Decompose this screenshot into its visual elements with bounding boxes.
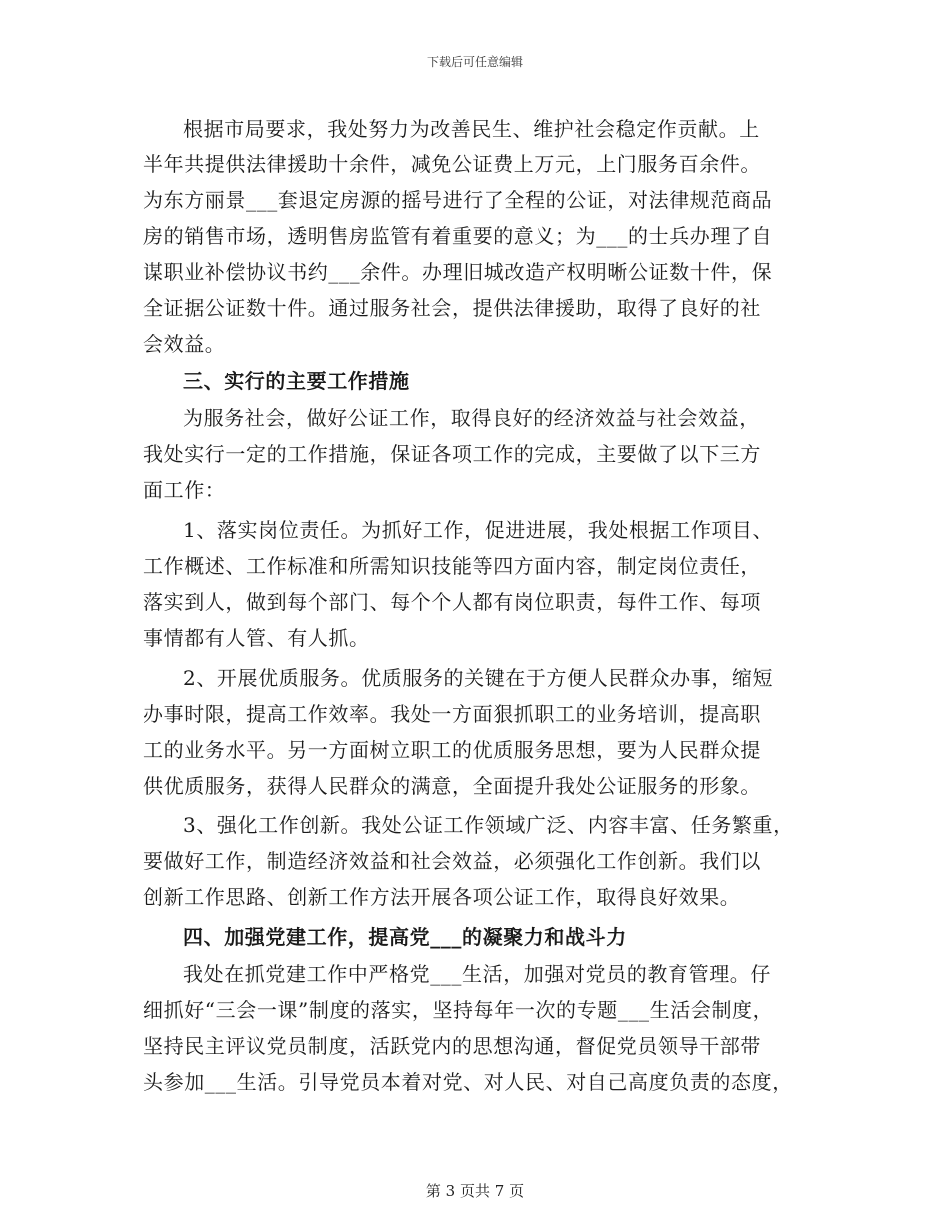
paragraph-line: 创新工作思路、创新工作方法开展各项公证工作，取得良好效果。 (143, 885, 741, 909)
section-heading: 四、加强党建工作，提高党___的凝聚力和战斗力 (183, 925, 627, 949)
section-heading: 三、实行的主要工作措施 (183, 369, 410, 393)
paragraph-line: 根据市局要求，我处努力为改善民生、维护社会稳定作贡献。上 (183, 117, 760, 141)
paragraph-line: 工的业务水平。另一方面树立职工的优质服务思想，要为人民群众提 (143, 738, 761, 762)
paragraph-line: 我处在抓党建工作中严格党___生活，加强对党员的教育管理。仔 (183, 962, 771, 986)
paragraph-line: 细抓好“三会一课”制度的落实，坚持每年一次的专题___生活会制度， (143, 998, 774, 1022)
paragraph-line: 工作概述、工作标准和所需知识技能等四方面内容，制定岗位责任， (143, 554, 761, 578)
paragraph-line: 1、落实岗位责任。为抓好工作，促进进展，我处根据工作项目、 (183, 518, 774, 542)
paragraph-line: 办事时限，提高工作效率。我处一方面狠抓职工的业务培训，提高职 (143, 702, 761, 726)
paragraph-line: 落实到人，做到每个部门、每个个人都有岗位职责，每件工作、每项 (143, 590, 761, 614)
paragraph-line: 为服务社会，做好公证工作，取得良好的经济效益与社会效益， (183, 406, 760, 430)
paragraph-line: 为东方丽景___套退定房源的摇号进行了全程的公证，对法律规范商品 (143, 188, 773, 212)
paragraph-line: 坚持民主评议党员制度，活跃党内的思想沟通，督促党员领导干部带 (143, 1034, 761, 1058)
paragraph-line: 半年共提供法律援助十余件，减免公证费上万元，上门服务百余件。 (143, 152, 761, 176)
paragraph-line: 会效益。 (143, 332, 226, 356)
paragraph-line: 头参加___生活。引导党员本着对党、对人民、对自己高度负责的态度， (143, 1070, 793, 1094)
header-note: 下载后可任意编辑 (426, 55, 523, 69)
paragraph-line: 面工作： (143, 478, 226, 502)
paragraph-line: 2、开展优质服务。优质服务的关键在于方便人民群众办事，缩短 (183, 666, 774, 690)
paragraph-line: 要做好工作，制造经济效益和社会效益，必须强化工作创新。我们以 (143, 849, 761, 873)
page-number: 第 3 页共 7 页 (425, 1182, 525, 1200)
paragraph-line: 我处实行一定的工作措施，保证各项工作的完成，主要做了以下三方 (143, 442, 761, 466)
paragraph-line: 房的销售市场，透明售房监管有着重要的意义；为___的士兵办理了自 (143, 224, 773, 248)
paragraph-line: 谋职业补偿协议书约___余件。办理旧城改造产权明晰公证数十件，保 (143, 260, 773, 284)
paragraph-line: 全证据公证数十件。通过服务社会，提供法律援助，取得了良好的社 (143, 296, 761, 320)
paragraph-line: 3、强化工作创新。我处公证工作领域广泛、内容丰富、任务繁重， (183, 813, 794, 837)
paragraph-line: 事情都有人管、有人抓。 (143, 626, 370, 650)
paragraph-line: 供优质服务，获得人民群众的满意，全面提升我处公证服务的形象。 (143, 774, 761, 798)
